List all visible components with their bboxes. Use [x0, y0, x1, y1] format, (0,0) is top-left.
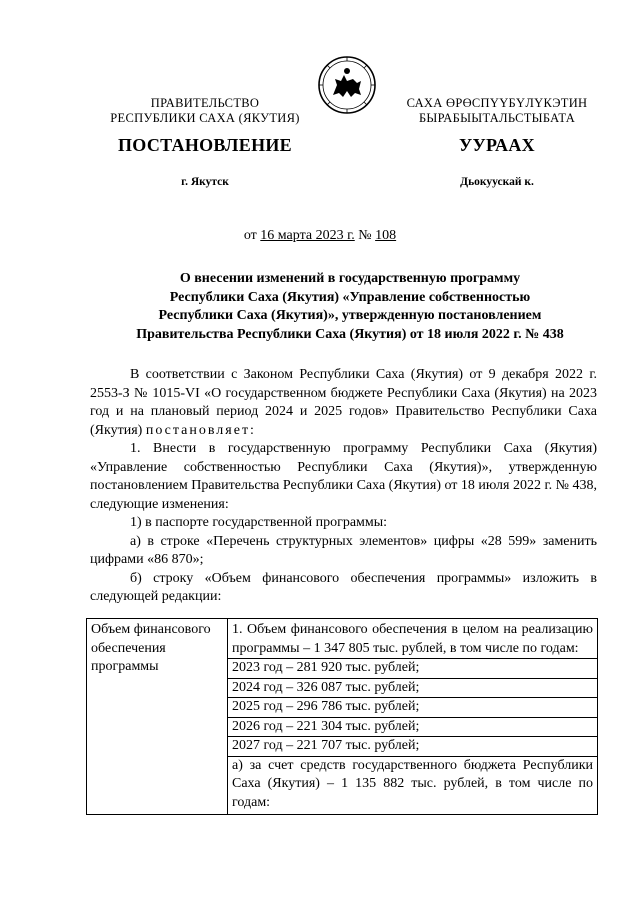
table-line: 2024 год – 326 087 тыс. рублей;	[228, 679, 597, 699]
table-row	[87, 619, 598, 815]
table-line: 2026 год – 221 304 тыс. рублей;	[228, 718, 597, 738]
heading-line: Республики Саха (Якутия)», утвержденную постановлением	[158, 308, 542, 323]
heading-line: Правительства Республики Саха (Якутия) от 18 июля 2022 г. № 438	[136, 326, 564, 342]
table-line: 2023 год – 281 920 тыс. рублей;	[228, 659, 597, 679]
government-name-ru	[100, 96, 310, 126]
decree-verb: постановляет:	[145, 422, 256, 438]
body-paragraph	[90, 366, 597, 440]
government-name-ru-line1: ПРАВИТЕЛЬСТВО	[150, 96, 260, 110]
body-paragraph: а) в строке «Перечень структурных элементов» цифры «28 599» заменить цифрами «86 870»;	[90, 533, 597, 567]
number-sign: №	[354, 228, 376, 243]
heading-line: О внесении изменений в государственную программу	[179, 271, 521, 286]
government-name-sakha-line2: БЫРАБЫЫТАЛЬСТЫБАТА	[418, 111, 576, 125]
table-line: 2025 год – 296 786 тыс. рублей;	[228, 698, 597, 718]
body-paragraph: б) строку «Объем финансового обеспечения программы» изложить в следующей редакции:	[90, 570, 597, 604]
decree-heading	[110, 270, 590, 344]
body-paragraph: 1) в паспорте государственной программы:	[130, 515, 388, 530]
preamble-text: В соответствии с Законом Республики Саха (Якутия) от 9 декабря 2022 г. 2553-З № 1015-VI «О государственном бюджете Республики Саха (Якутия) на 2023 год и на плановый период 2024 и 2025 годов» Правительство Республики Саха (Якутия)	[90, 367, 597, 438]
city-sakha: Дьокуускай к.	[460, 176, 534, 188]
coat-of-arms-emblem	[317, 55, 377, 115]
body-paragraph: 1. Внести в государственную программу Республики Саха (Якутия) «Управление собственностью Республики Саха (Якутия)», утвержденную постановлением Правительства Республики Саха (Якутия) от 18 июля 2022 г. № 438, следующие изменения:	[90, 441, 597, 512]
document-type-sakha: УУРААХ	[459, 135, 535, 155]
date-prefix: от	[243, 228, 261, 243]
government-name-ru-line2: РЕСПУБЛИКИ САХА (ЯКУТИЯ)	[110, 111, 300, 125]
decree-date: 16 марта 2023 г.	[260, 228, 355, 243]
decree-date-number	[0, 228, 640, 244]
decree-number: 108	[375, 228, 397, 243]
city-ru: г. Якутск	[181, 176, 229, 188]
financing-table	[86, 618, 598, 815]
government-name-sakha	[397, 96, 597, 126]
table-cell-content	[228, 619, 598, 815]
document-type-ru: ПОСТАНОВЛЕНИЕ	[118, 135, 292, 155]
table-line: 1. Объем финансового обеспечения в целом на реализацию программы – 1 347 805 тыс. рублей, в том числе по годам:	[228, 621, 597, 659]
table-line: 2027 год – 221 707 тыс. рублей;	[228, 737, 597, 757]
heading-line: Республики Саха (Якутия) «Управление собственностью	[169, 289, 531, 305]
table-line: а) за счет средств государственного бюджета Республики Саха (Якутия) – 1 135 882 тыс. рублей, в том числе по годам:	[232, 757, 593, 810]
table-cell-label: Объем финансового обеспечения программы	[87, 619, 228, 815]
government-name-sakha-line1: САХА ӨРӨСПҮҮБҮЛҮКЭТИН	[406, 96, 588, 110]
decree-body	[90, 366, 597, 607]
